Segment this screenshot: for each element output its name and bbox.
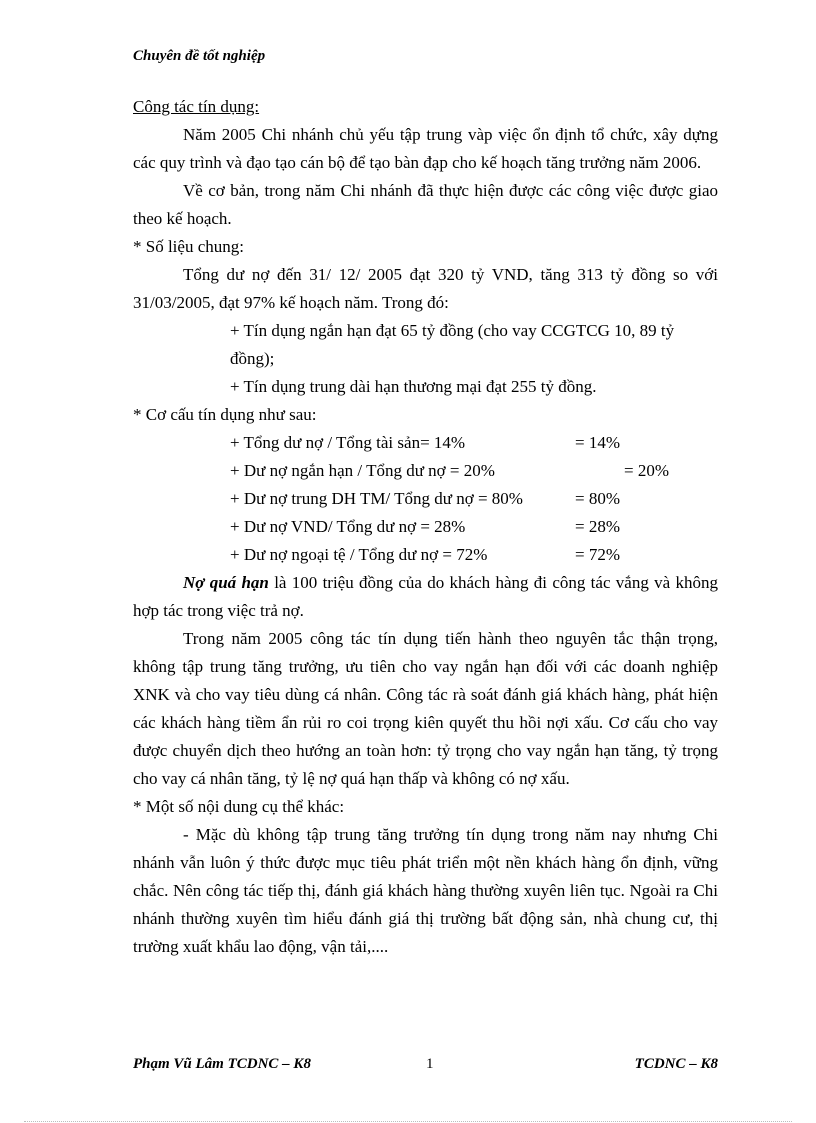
page-number: 1 [426, 1056, 434, 1072]
ratio-label: + Dư nợ trung DH TM/ Tổng dư nợ = 80% [230, 489, 523, 508]
page-footer [133, 1056, 718, 1076]
paragraph-overdue [133, 569, 718, 625]
paragraph-6: - Mặc dù không tập trung tăng trưởng tín dụng trong năm nay nhưng Chi nhánh vẫn luôn ý thức được mục tiêu phát triển một nền khách hàng ổn định, vững chắc. Nên công tác tiếp thị, đánh giá khách hàng thường xuyên liên tục. Ngoài ra Chi nhánh thường xuyên tìm hiểu đánh giá thị trường bất động sản, nhà chung cư, thị trường xuất khẩu lao động, vận tải,.... [133, 825, 718, 956]
subsection-title-structure: * Cơ cấu tín dụng như sau: [133, 405, 317, 424]
ratio-row [133, 429, 718, 457]
ratio-label: + Dư nợ VND/ Tổng dư nợ = 28% [230, 517, 466, 536]
ratio-value: = 20% [624, 461, 669, 480]
bullet-short-term: + Tín dụng ngắn hạn đạt 65 tỷ đồng (cho vay CCGTCG 10, 89 tỷ đồng); [230, 321, 675, 368]
footer-class: TCDNC – K8 [634, 1056, 718, 1072]
paragraph-2: Về cơ bản, trong năm Chi nhánh đã thực hiện được các công việc được giao theo kế hoạch. [133, 181, 718, 228]
overdue-text: là 100 triệu đồng của do khách hàng đi công tác vắng và không hợp tác trong việc trả nợ. [133, 573, 719, 620]
ratio-value: = 72% [575, 545, 620, 564]
ratio-value: = 80% [575, 489, 620, 508]
page-header: Chuyên đề tốt nghiệp [133, 48, 266, 64]
ratio-value: = 28% [575, 517, 620, 536]
ratio-label: + Dư nợ ngoại tệ / Tổng dư nợ = 72% [230, 545, 488, 564]
paragraph-3: Tổng dư nợ đến 31/ 12/ 2005 đạt 320 tỷ VND, tăng 313 tỷ đồng so với 31/03/2005, đạt 97% kế hoạch năm. Trong đó: [133, 265, 718, 312]
ratio-row [133, 485, 718, 513]
subsection-title-other: * Một số nội dung cụ thể khác: [133, 797, 345, 816]
paragraph-1: Năm 2005 Chi nhánh chủ yếu tập trung vàp việc ổn định tổ chức, xây dựng các quy trình và đạo tạo cán bộ để tạo bàn đạp cho kế hoạch tăng trưởng năm 2006. [133, 125, 718, 172]
subsection-title-general: * Số liệu chung: [133, 237, 244, 256]
ratio-row [133, 513, 718, 541]
ratio-row [133, 541, 718, 569]
document-body [133, 93, 718, 961]
ratio-label: + Dư nợ ngắn hạn / Tổng dư nợ = 20% [230, 461, 495, 480]
ratio-row [133, 457, 718, 485]
page-bottom-divider [24, 1121, 792, 1122]
ratio-label: + Tổng dư nợ / Tổng tài sản= 14% [230, 433, 466, 452]
bullet-long-term: + Tín dụng trung dài hạn thương mại đạt 255 tỷ đồng. [230, 377, 597, 396]
ratio-value: = 14% [575, 433, 620, 452]
overdue-term: Nợ quá hạn [183, 573, 269, 592]
footer-author: Phạm Vũ Lâm TCDNC – K8 [133, 1056, 311, 1072]
section-heading: Công tác tín dụng: [133, 97, 260, 116]
paragraph-5: Trong năm 2005 công tác tín dụng tiến hành theo nguyên tắc thận trọng, không tập trung tăng trưởng, ưu tiên cho vay ngắn hạn đối với các doanh nghiệp XNK và cho vay tiêu dùng cá nhân. Công tác rà soát đánh giá khách hàng, phát hiện các khách hàng tiềm ẩn rủi ro coi trọng kiên quyết thu hồi nợi xấu. Cơ cấu cho vay được chuyển dịch theo hướng an toàn hơn: tỷ trọng cho vay ngắn hạn tăng, tỷ trọng cho vay cá nhân tăng, tỷ lệ nợ quá hạn thấp và không có nợ xấu. [133, 629, 718, 788]
